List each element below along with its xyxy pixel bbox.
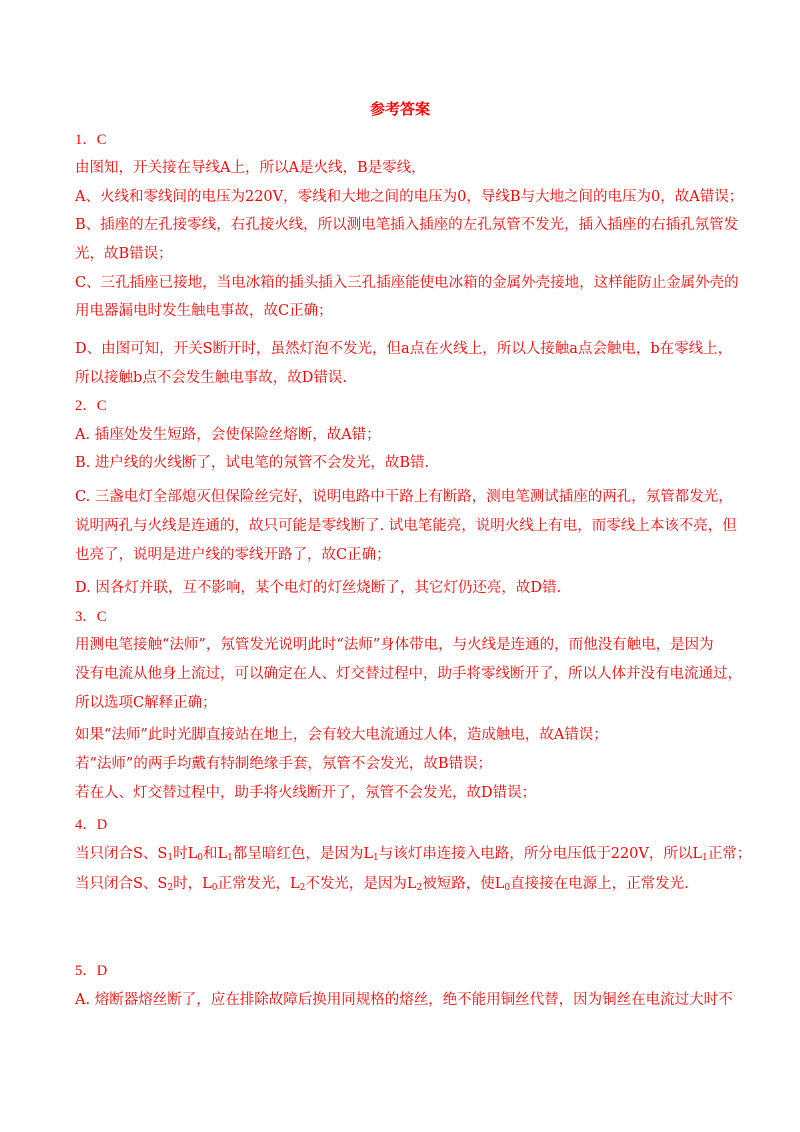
answer-1-line: D、由图可知，开关S断开时，虽然灯泡不发光，但a点在火线上，所以人接触a点会触电，b在零线上， xyxy=(75,341,733,357)
answer-1-line: 光，故B错误； xyxy=(75,246,173,262)
subscript: 2 xyxy=(416,883,423,893)
subscript: 1 xyxy=(227,853,233,863)
answer-1-line: C、三孔插座已接地，当电冰箱的插头插入三孔插座能使电冰箱的金属外壳接地，这样能防止金属外壳的 xyxy=(75,275,739,291)
answer-3-line: 所以选项C解释正确； xyxy=(75,695,217,711)
answer-2-line: B. 进户线的火线断了，试电笔的氖管不会发光，故B错. xyxy=(75,455,430,471)
answer-3-number: 3．C xyxy=(75,609,107,625)
subscript: 1 xyxy=(702,853,708,863)
answer-2-line: A. 插座处发生短路，会使保险丝熔断，故A错； xyxy=(75,427,381,443)
answer-1-line: B、插座的左孔接零线，右孔接火线，所以测电笔插入插座的左孔氖管不发光，插入插座的右插孔氖管发 xyxy=(75,217,739,233)
answer-2-line: 说明两孔与火线是连通的，故只可能是零线断了. 试电笔能亮，说明火线上有电，而零线上本该不亮，但 xyxy=(75,518,737,534)
answer-2-line: C. 三盏电灯全部熄灭但保险丝完好，说明电路中干路上有断路，测电笔测试插座的两孔，氖管都发光， xyxy=(75,489,733,505)
answer-4-line xyxy=(75,843,752,865)
answer-3-line: 若“法师”的两手均戴有特制绝缘手套，氖管不会发光，故B错误； xyxy=(75,756,492,772)
answer-2-line: D. 因各灯并联，互不影响，某个电灯的灯丝烧断了，其它灯仍还亮，故D错. xyxy=(75,580,562,596)
answer-2-number: 2．C xyxy=(75,398,107,414)
text-run: 和L xyxy=(202,846,228,862)
text-run: 当只闭合S、S xyxy=(75,876,168,892)
answer-1-line: 所以接触b点不会发生触电事故，故D错误. xyxy=(75,370,348,386)
text-run: 正常； xyxy=(707,846,752,862)
subscript: 2 xyxy=(299,883,306,893)
answer-5-line: A. 熔断器熔丝断了，应在排除故障后换用同规格的熔丝，绝不能用铜丝代替，因为铜丝在电流过大时不 xyxy=(75,992,733,1008)
text-run: 正常发光，L xyxy=(217,876,300,892)
answer-3-line: 如果“法师”此时光脚直接站在地上，会有较大电流通过人体，造成触电，故A错误； xyxy=(75,727,608,743)
answer-3-line: 没有电流从他身上流过，可以确定在人、灯交替过程中，助手将零线断开了，所以人体并没有电流通过， xyxy=(75,666,742,682)
subscript: 0 xyxy=(504,883,511,893)
answer-4-line xyxy=(75,873,735,895)
answer-1-line: 用电器漏电时发生触电事故，故C正确； xyxy=(75,303,333,319)
answer-1-line: A、火线和零线间的电压为220V，零线和大地之间的电压为0，导线B与大地之间的电压为0，故A错误； xyxy=(75,189,744,205)
text-run: 不发光，是因为L xyxy=(305,876,417,892)
subscript: 1 xyxy=(167,853,174,863)
text-run: 都呈暗红色，是因为L xyxy=(232,846,373,862)
answer-5-number: 5．D xyxy=(75,963,108,979)
subscript: 1 xyxy=(373,853,379,863)
answer-1-line: 由图知，开关接在导线A上，所以A是火线，B是零线， xyxy=(75,160,426,176)
answer-4-number: 4．D xyxy=(75,817,108,833)
text-run: 时L xyxy=(173,846,198,862)
answer-2-line: 也亮了，说明是进户线的零线开路了，故C正确； xyxy=(75,547,391,563)
text-run: 当只闭合S、S xyxy=(75,846,168,862)
answer-1-number: 1．C xyxy=(75,132,107,148)
subscript: 2 xyxy=(167,883,174,893)
page-title: 参考答案 xyxy=(369,100,430,118)
text-run: 被短路，使L xyxy=(422,876,505,892)
text-run: 与该灯串连接入电路，所分电压低于220V，所以L xyxy=(378,846,703,862)
text-run: 时，L xyxy=(173,876,212,892)
answer-3-line: 若在人、灯交替过程中，助手将火线断开了，氖管不会发光，故D错误； xyxy=(75,785,537,801)
text-run: 直接接在电源上，正常发光. xyxy=(510,876,689,892)
answer-3-line: 用测电笔接触“法师”，氖管发光说明此时“法师”身体带电，与火线是连通的，而他没有触电，是因为 xyxy=(75,637,714,653)
subscript: 0 xyxy=(197,853,203,863)
subscript: 0 xyxy=(211,883,218,893)
